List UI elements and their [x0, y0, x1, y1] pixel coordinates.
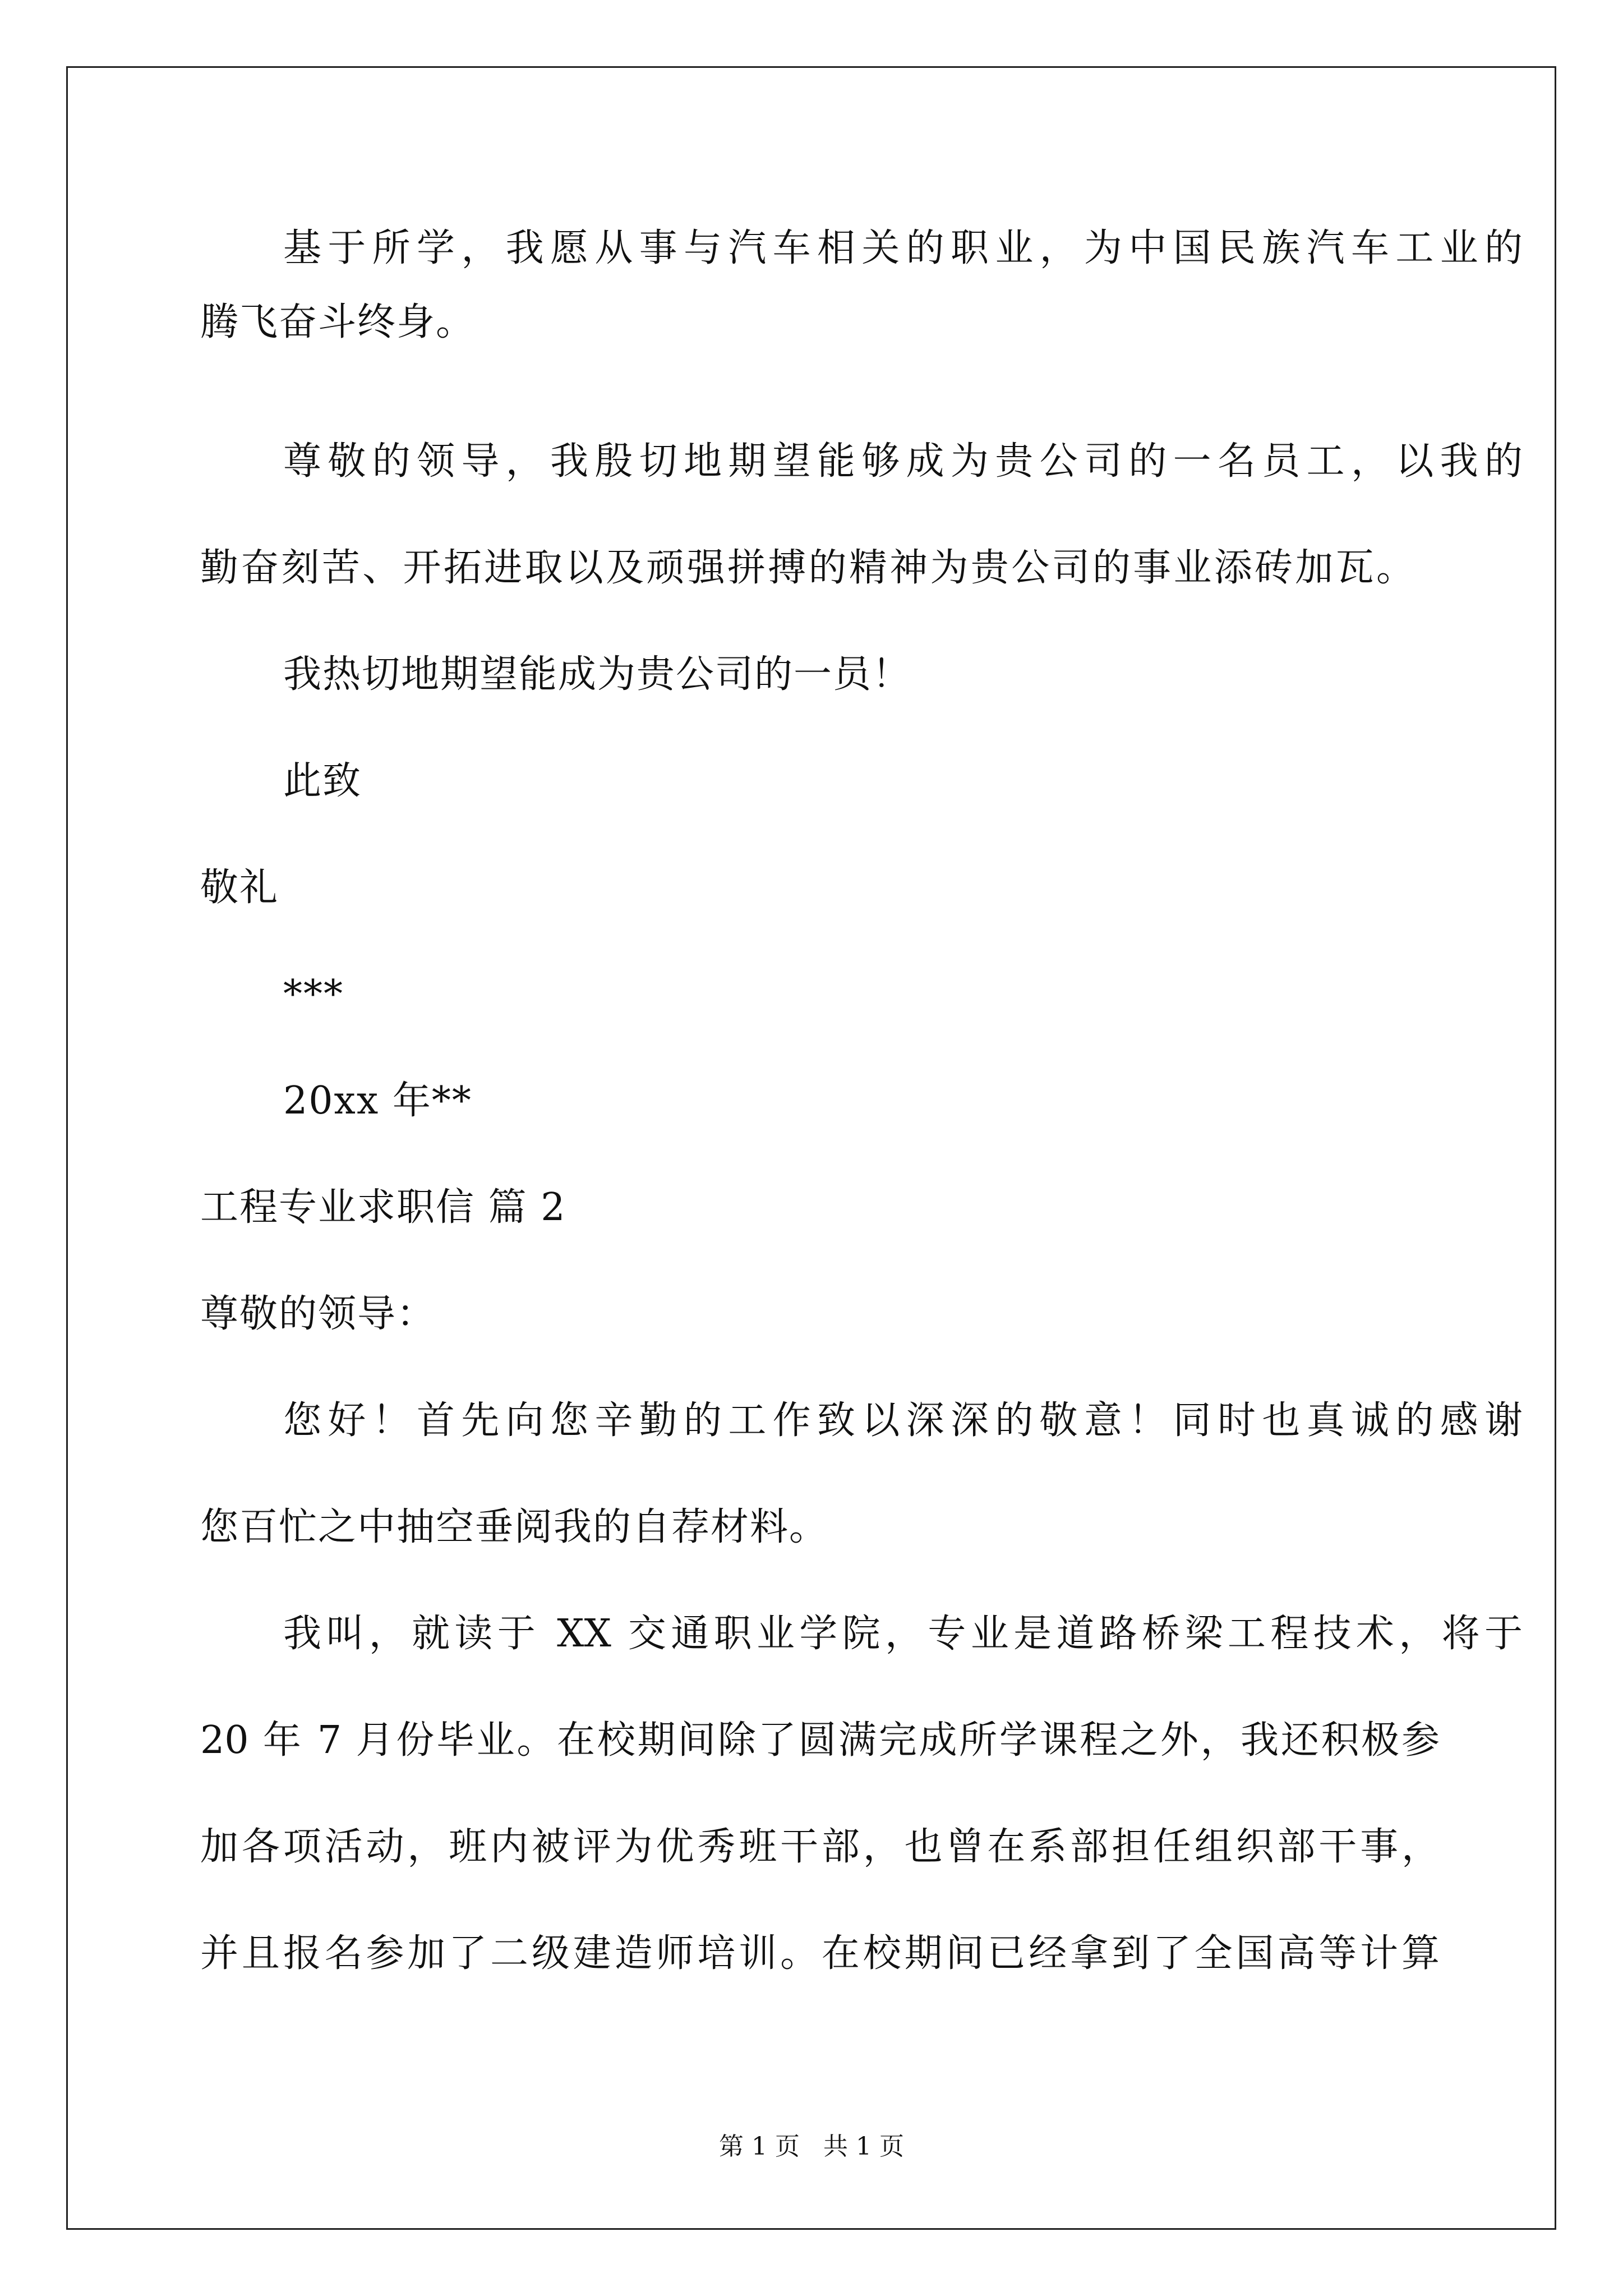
- body-line-10: 加各项活动，班内被评为优秀班干部，也曾在系部担任组织部干事，: [200, 1825, 1440, 1869]
- page-footer: 第 1 页 共 1 页: [719, 2132, 904, 2161]
- salutation-line: 敬礼: [200, 866, 279, 910]
- closing-line: 此致: [283, 759, 362, 803]
- body-line-8: 我叫，就读于 XX 交通职业学院，专业是道路桥梁工程技术，将于: [283, 1612, 1523, 1656]
- body-line-4: 勤奋刻苦、开拓进取以及顽强拼搏的精神为贵公司的事业添砖加瓦。: [200, 546, 1414, 590]
- body-line-11: 并且报名参加了二级建造师培训。在校期间已经拿到了全国高等计算: [200, 1931, 1440, 1976]
- body-line-1: 基于所学，我愿从事与汽车相关的职业，为中国民族汽车工业的: [283, 226, 1523, 270]
- greeting-line: 尊敬的领导：: [200, 1292, 436, 1336]
- section-heading: 工程专业求职信 篇 2: [200, 1185, 566, 1230]
- body-line-6: 您好！首先向您辛勤的工作致以深深的敬意！同时也真诚的感谢: [283, 1398, 1523, 1443]
- body-line-5: 我热切地期望能成为贵公司的一员！: [283, 652, 912, 697]
- body-line-7: 您百忙之中抽空垂阅我的自荐材料。: [200, 1505, 829, 1549]
- body-line-9: 20 年 7 月份毕业。在校期间除了圆满完成所学课程之外，我还积极参: [200, 1718, 1440, 1763]
- body-line-2: 腾飞奋斗终身。: [200, 300, 476, 344]
- page-border: [66, 66, 1556, 2230]
- date-line: 20xx 年**: [283, 1079, 472, 1123]
- signature-line: ***: [283, 972, 344, 1016]
- body-line-3: 尊敬的领导，我殷切地期望能够成为贵公司的一名员工，以我的: [283, 439, 1523, 484]
